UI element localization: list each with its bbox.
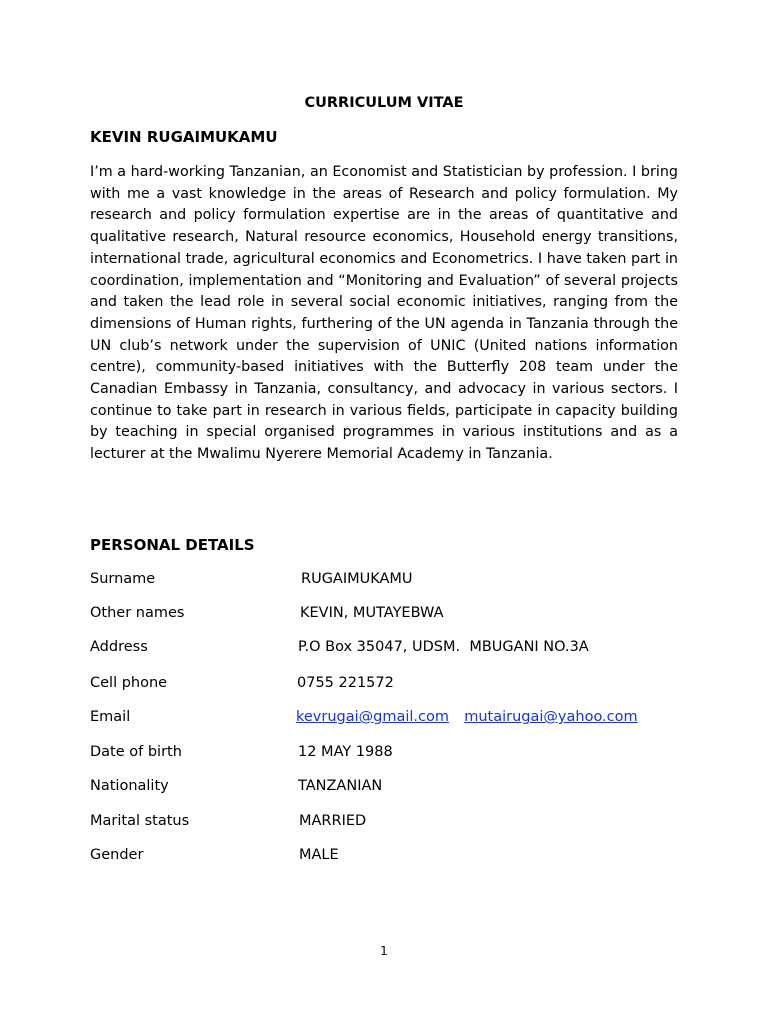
other-names-label: Other names (90, 605, 185, 621)
surname-value: RUGAIMUKAMU (301, 571, 413, 587)
marital-status-value: MARRIED (299, 813, 367, 829)
marital-status-label: Marital status (90, 813, 190, 829)
detail-row-address (90, 636, 690, 658)
nationality-value: TANZANIAN (298, 778, 383, 794)
document-title: CURRICULUM VITAE (304, 95, 464, 111)
nationality-label: Nationality (90, 778, 169, 794)
gender-value: MALE (299, 847, 339, 863)
date-of-birth-value: 12 MAY 1988 (298, 744, 393, 760)
address-value: P.O Box 35047, UDSM. MBUGANI NO.3A (298, 639, 589, 655)
detail-row-email (90, 706, 690, 728)
secondary-email-link[interactable]: mutairugai@yahoo.com (464, 709, 638, 725)
cell-phone-value: 0755 221572 (297, 675, 394, 691)
surname-label: Surname (90, 571, 156, 587)
date-of-birth-label: Date of birth (90, 744, 182, 760)
detail-row-gender (90, 844, 690, 866)
detail-row-cell-phone (90, 672, 690, 694)
profile-summary: I’m a hard-working Tanzanian, an Economist and Statistician by profession. I bring with me a vast knowledge in the areas of Research and policy formulation. My research and policy formulation expertise are in the areas of quantitative and qualitative research, Natural resource economics, Household energy transitions, international trade, agricultural economics and Econometrics. I have taken part in coordination, implementation and “Monitoring and Evaluation” of several projects and taken the lead role in several social economic initiatives, ranging from the dimensions of Human rights, furthering of the UN agenda in Tanzania through the UN club’s network under the supervision of UNIC (United nations information centre), community-based initiatives with the Butterfly 208 team under the Canadian Embassy in Tanzania, consultancy, and advocacy in various sectors. I continue to take part in research in various fields, participate in capacity building by teaching in special organised programmes in various institutions and as a lecturer at the Mwalimu Nyerere Memorial Academy in Tanzania. (90, 164, 678, 463)
detail-row-surname (90, 568, 690, 590)
detail-row-other-names (90, 602, 690, 624)
detail-row-marital-status (90, 810, 690, 832)
gender-label: Gender (90, 847, 144, 863)
candidate-name: KEVIN RUGAIMUKAMU (90, 128, 278, 146)
cell-phone-label: Cell phone (90, 675, 168, 691)
email-label: Email (90, 709, 131, 725)
detail-row-date-of-birth (90, 741, 690, 763)
personal-details-heading: PERSONAL DETAILS (90, 536, 255, 554)
address-label: Address (90, 639, 148, 655)
primary-email-link[interactable]: kevrugai@gmail.com (296, 709, 450, 725)
detail-row-nationality (90, 775, 690, 797)
email-values (296, 706, 638, 728)
page-number: 1 (380, 944, 388, 958)
other-names-value: KEVIN, MUTAYEBWA (300, 605, 444, 621)
